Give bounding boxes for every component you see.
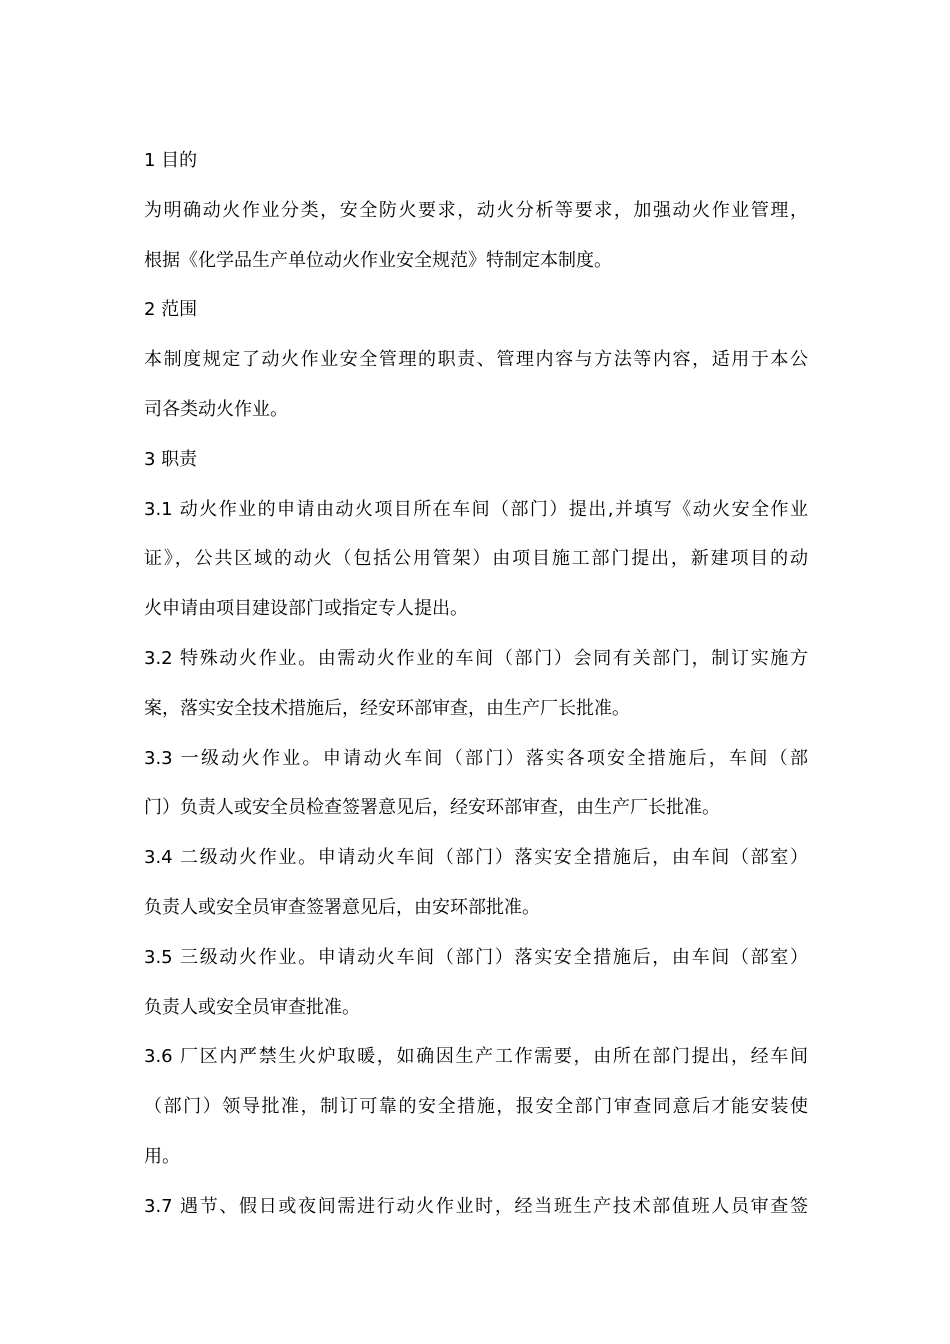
paragraph-line: 3.2 特殊动火作业。由需动火作业的车间（部门）会同有关部门，制订实施方 xyxy=(144,647,808,669)
paragraph-line: 为明确动火作业分类，安全防火要求，动火分析等要求，加强动火作业管理， xyxy=(144,199,808,221)
paragraph-line: 负责人或安全员审查批准。 xyxy=(144,996,360,1018)
document-body xyxy=(144,136,808,1232)
paragraph-line: 本制度规定了动火作业安全管理的职责、管理内容与方法等内容，适用于本公 xyxy=(144,349,808,371)
paragraph-line: 3.3 一级动火作业。申请动火车间（部门）落实各项安全措施后，车间（部 xyxy=(144,747,808,769)
paragraph-line: 火申请由项目建设部门或指定专人提出。 xyxy=(144,598,468,620)
paragraph-line: 3.1 动火作业的申请由动火项目所在车间（部门）提出,并填写《动火安全作业 xyxy=(144,498,808,520)
paragraph-line: （部门）领导批准，制订可靠的安全措施，报安全部门审查同意后才能安装使 xyxy=(144,1096,808,1118)
heading-purpose: 1 目的 xyxy=(144,150,198,171)
paragraph-line: 负责人或安全员审查签署意见后，由安环部批准。 xyxy=(144,896,540,918)
heading-scope: 2 范围 xyxy=(144,299,198,321)
paragraph-line: 用。 xyxy=(144,1145,180,1167)
paragraph-line: 3.7 遇节、假日或夜间需进行动火作业时，经当班生产技术部值班人员审查签 xyxy=(144,1195,808,1217)
paragraph-line: 3.6 厂区内严禁生火炉取暖，如确因生产工作需要，由所在部门提出，经车间 xyxy=(144,1046,808,1068)
paragraph-line: 证》，公共区域的动火（包括公用管架）由项目施工部门提出，新建项目的动 xyxy=(144,548,808,570)
paragraph-line: 3.5 三级动火作业。申请动火车间（部门）落实安全措施后，由车间（部室） xyxy=(144,946,808,968)
heading-responsibilities: 3 职责 xyxy=(144,448,198,470)
paragraph-line: 门）负责人或安全员检查签署意见后，经安环部审查，由生产厂长批准。 xyxy=(144,797,720,819)
paragraph-line: 司各类动火作业。 xyxy=(144,398,288,420)
paragraph-line: 根据《化学品生产单位动火作业安全规范》特制定本制度。 xyxy=(144,249,612,271)
paragraph-line: 3.4 二级动火作业。申请动火车间（部门）落实安全措施后，由车间（部室） xyxy=(144,847,808,869)
paragraph-line: 案，落实安全技术措施后，经安环部审查，由生产厂长批准。 xyxy=(144,697,630,719)
